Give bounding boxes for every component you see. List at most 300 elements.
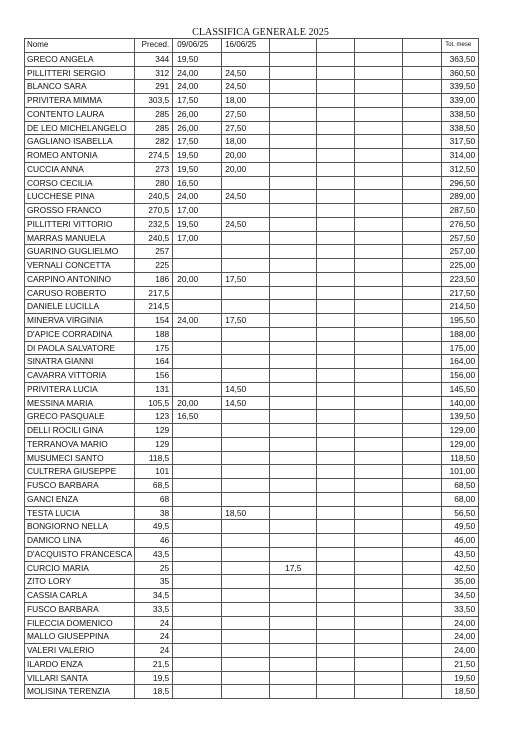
cell-date-2	[222, 245, 270, 259]
cell-date-2: 27,50	[222, 107, 270, 121]
cell-date-1	[173, 437, 222, 451]
cell-date-2	[222, 355, 270, 369]
cell-extra	[270, 80, 317, 94]
cell-empty	[317, 369, 355, 383]
cell-extra	[270, 616, 317, 630]
cell-empty	[317, 410, 355, 424]
cell-total: 49,50	[442, 520, 479, 534]
cell-empty	[403, 107, 442, 121]
table-row	[25, 286, 479, 300]
cell-date-2: 24,50	[222, 190, 270, 204]
cell-preced: 270,5	[135, 204, 173, 218]
cell-empty	[355, 66, 403, 80]
table-row	[25, 451, 479, 465]
cell-total: 129,00	[442, 437, 479, 451]
cell-total: 360,50	[442, 66, 479, 80]
cell-date-2: 18,00	[222, 135, 270, 149]
cell-extra	[270, 190, 317, 204]
table-row	[25, 272, 479, 286]
cell-preced: 118,5	[135, 451, 173, 465]
cell-total: 34,50	[442, 589, 479, 603]
header-empty	[403, 39, 442, 53]
cell-empty	[403, 657, 442, 671]
cell-empty	[355, 685, 403, 699]
cell-empty	[403, 465, 442, 479]
cell-name: PRIVITERA MIMMA	[25, 94, 135, 108]
cell-empty	[317, 121, 355, 135]
cell-total: 68,50	[442, 479, 479, 493]
cell-empty	[355, 272, 403, 286]
cell-extra	[270, 520, 317, 534]
cell-empty	[403, 94, 442, 108]
cell-date-1	[173, 492, 222, 506]
cell-extra	[270, 382, 317, 396]
cell-empty	[317, 437, 355, 451]
cell-name: MESSINA MARIA	[25, 396, 135, 410]
cell-preced: 175	[135, 341, 173, 355]
cell-date-1: 24,00	[173, 190, 222, 204]
cell-extra	[270, 437, 317, 451]
cell-name: GUARINO GUGLIELMO	[25, 245, 135, 259]
cell-date-1	[173, 465, 222, 479]
cell-empty	[355, 355, 403, 369]
cell-empty	[355, 176, 403, 190]
cell-empty	[355, 534, 403, 548]
cell-empty	[403, 492, 442, 506]
cell-preced: 285	[135, 121, 173, 135]
cell-extra	[270, 259, 317, 273]
cell-date-1	[173, 575, 222, 589]
cell-empty	[403, 327, 442, 341]
cell-total: 296,50	[442, 176, 479, 190]
cell-empty	[355, 630, 403, 644]
cell-total: 225,00	[442, 259, 479, 273]
table-row	[25, 300, 479, 314]
cell-empty	[355, 107, 403, 121]
table-row	[25, 685, 479, 699]
cell-extra	[270, 107, 317, 121]
cell-date-1: 17,50	[173, 94, 222, 108]
cell-name: FUSCO BARBARA	[25, 602, 135, 616]
cell-empty	[403, 630, 442, 644]
cell-date-1	[173, 355, 222, 369]
cell-date-2	[222, 327, 270, 341]
cell-empty	[403, 341, 442, 355]
cell-extra	[270, 630, 317, 644]
cell-empty	[403, 575, 442, 589]
table-row	[25, 245, 479, 259]
table-row	[25, 327, 479, 341]
cell-preced: 24	[135, 630, 173, 644]
cell-extra	[270, 410, 317, 424]
cell-date-2	[222, 534, 270, 548]
cell-date-1: 24,00	[173, 80, 222, 94]
cell-total: 33,50	[442, 602, 479, 616]
cell-preced: 240,5	[135, 190, 173, 204]
cell-empty	[403, 52, 442, 66]
cell-empty	[355, 616, 403, 630]
cell-date-1: 24,00	[173, 314, 222, 328]
cell-name: VERNALI CONCETTA	[25, 259, 135, 273]
cell-empty	[355, 575, 403, 589]
cell-empty	[355, 671, 403, 685]
cell-extra	[270, 685, 317, 699]
cell-empty	[317, 506, 355, 520]
table-row	[25, 492, 479, 506]
cell-empty	[317, 355, 355, 369]
cell-date-2: 27,50	[222, 121, 270, 135]
cell-name: D'APICE CORRADINA	[25, 327, 135, 341]
cell-preced: 25	[135, 561, 173, 575]
cell-empty	[403, 245, 442, 259]
table-row	[25, 80, 479, 94]
cell-date-2: 24,50	[222, 217, 270, 231]
cell-total: 338,50	[442, 107, 479, 121]
cell-empty	[317, 616, 355, 630]
table-row	[25, 616, 479, 630]
cell-empty	[317, 190, 355, 204]
cell-name: VILLARI SANTA	[25, 671, 135, 685]
cell-total: 24,00	[442, 616, 479, 630]
cell-name: FUSCO BARBARA	[25, 479, 135, 493]
cell-date-2	[222, 589, 270, 603]
table-row	[25, 314, 479, 328]
cell-date-1: 17,50	[173, 135, 222, 149]
cell-name: GAGLIANO ISABELLA	[25, 135, 135, 149]
cell-name: CARPINO ANTONINO	[25, 272, 135, 286]
cell-empty	[403, 547, 442, 561]
cell-empty	[403, 479, 442, 493]
cell-date-1	[173, 451, 222, 465]
cell-empty	[355, 162, 403, 176]
cell-empty	[317, 135, 355, 149]
cell-preced: 131	[135, 382, 173, 396]
cell-empty	[317, 685, 355, 699]
cell-name: CULTRERA GIUSEPPE	[25, 465, 135, 479]
cell-extra	[270, 341, 317, 355]
cell-date-1	[173, 369, 222, 383]
cell-preced: 35	[135, 575, 173, 589]
cell-empty	[403, 437, 442, 451]
cell-total: 188,00	[442, 327, 479, 341]
cell-extra	[270, 547, 317, 561]
cell-empty	[355, 561, 403, 575]
cell-extra	[270, 94, 317, 108]
cell-preced: 303,5	[135, 94, 173, 108]
cell-empty	[317, 644, 355, 658]
cell-empty	[317, 176, 355, 190]
cell-total: 195,50	[442, 314, 479, 328]
cell-extra	[270, 135, 317, 149]
cell-date-1	[173, 602, 222, 616]
cell-date-1	[173, 341, 222, 355]
cell-extra	[270, 121, 317, 135]
cell-total: 42,50	[442, 561, 479, 575]
cell-total: 24,00	[442, 644, 479, 658]
cell-date-1: 16,50	[173, 176, 222, 190]
cell-empty	[355, 300, 403, 314]
cell-date-2	[222, 630, 270, 644]
cell-date-2	[222, 561, 270, 575]
cell-name: BLANCO SARA	[25, 80, 135, 94]
cell-empty	[403, 135, 442, 149]
cell-extra	[270, 355, 317, 369]
cell-extra	[270, 231, 317, 245]
header-total: Tot. mese	[442, 39, 479, 53]
cell-preced: 257	[135, 245, 173, 259]
cell-date-1	[173, 616, 222, 630]
cell-preced: 18,5	[135, 685, 173, 699]
cell-empty	[317, 657, 355, 671]
cell-empty	[403, 176, 442, 190]
cell-preced: 38	[135, 506, 173, 520]
cell-total: 214,50	[442, 300, 479, 314]
cell-date-2	[222, 575, 270, 589]
cell-date-2	[222, 300, 270, 314]
cell-date-1	[173, 657, 222, 671]
table-row	[25, 534, 479, 548]
cell-preced: 19,5	[135, 671, 173, 685]
cell-empty	[317, 286, 355, 300]
table-row	[25, 396, 479, 410]
cell-extra	[270, 327, 317, 341]
cell-date-2	[222, 52, 270, 66]
cell-name: DELLI ROCILI GINA	[25, 424, 135, 438]
cell-preced: 225	[135, 259, 173, 273]
cell-date-1	[173, 506, 222, 520]
cell-date-2: 24,50	[222, 66, 270, 80]
cell-date-1	[173, 286, 222, 300]
cell-empty	[403, 671, 442, 685]
cell-date-1	[173, 259, 222, 273]
cell-preced: 24	[135, 644, 173, 658]
cell-total: 164,00	[442, 355, 479, 369]
cell-preced: 101	[135, 465, 173, 479]
cell-preced: 240,5	[135, 231, 173, 245]
cell-empty	[355, 506, 403, 520]
cell-date-2	[222, 520, 270, 534]
table-row	[25, 561, 479, 575]
table-row	[25, 135, 479, 149]
cell-total: 287,50	[442, 204, 479, 218]
cell-date-2: 20,00	[222, 162, 270, 176]
cell-name: GANCI ENZA	[25, 492, 135, 506]
cell-date-2	[222, 437, 270, 451]
cell-name: CAVARRA VITTORIA	[25, 369, 135, 383]
cell-name: SINATRA GIANNI	[25, 355, 135, 369]
cell-empty	[317, 245, 355, 259]
cell-empty	[355, 286, 403, 300]
cell-date-1	[173, 534, 222, 548]
cell-date-1	[173, 644, 222, 658]
cell-empty	[355, 465, 403, 479]
cell-empty	[355, 424, 403, 438]
cell-name: CURCIO MARIA	[25, 561, 135, 575]
cell-empty	[403, 369, 442, 383]
cell-empty	[403, 314, 442, 328]
cell-empty	[355, 520, 403, 534]
cell-empty	[355, 341, 403, 355]
cell-extra	[270, 217, 317, 231]
cell-date-1: 20,00	[173, 272, 222, 286]
cell-extra	[270, 657, 317, 671]
cell-extra	[270, 575, 317, 589]
header-name: Nome	[25, 39, 135, 53]
cell-empty	[355, 314, 403, 328]
table-row	[25, 410, 479, 424]
cell-total: 338,50	[442, 121, 479, 135]
cell-date-2	[222, 410, 270, 424]
cell-empty	[317, 204, 355, 218]
cell-extra	[270, 479, 317, 493]
table-row	[25, 437, 479, 451]
cell-date-2	[222, 204, 270, 218]
cell-empty	[355, 217, 403, 231]
cell-total: 145,50	[442, 382, 479, 396]
cell-empty	[317, 424, 355, 438]
cell-extra	[270, 286, 317, 300]
table-row	[25, 107, 479, 121]
cell-extra	[270, 272, 317, 286]
cell-empty	[403, 259, 442, 273]
cell-preced: 282	[135, 135, 173, 149]
header-empty	[270, 39, 317, 53]
cell-total: 56,50	[442, 506, 479, 520]
cell-date-2	[222, 231, 270, 245]
cell-date-2	[222, 657, 270, 671]
cell-empty	[403, 561, 442, 575]
cell-preced: 129	[135, 424, 173, 438]
cell-preced: 43,5	[135, 547, 173, 561]
cell-extra	[270, 465, 317, 479]
cell-extra	[270, 314, 317, 328]
cell-extra	[270, 492, 317, 506]
cell-empty	[317, 80, 355, 94]
cell-preced: 217,5	[135, 286, 173, 300]
cell-date-2: 20,00	[222, 149, 270, 163]
cell-empty	[317, 589, 355, 603]
cell-preced: 164	[135, 355, 173, 369]
cell-empty	[317, 671, 355, 685]
cell-preced: 214,5	[135, 300, 173, 314]
cell-empty	[403, 286, 442, 300]
table-row	[25, 602, 479, 616]
cell-date-2	[222, 286, 270, 300]
cell-extra	[270, 245, 317, 259]
cell-date-1: 19,50	[173, 162, 222, 176]
cell-empty	[355, 149, 403, 163]
cell-empty	[355, 94, 403, 108]
cell-empty	[317, 162, 355, 176]
cell-total: 19,50	[442, 671, 479, 685]
cell-name: VALERI VALERIO	[25, 644, 135, 658]
cell-extra	[270, 602, 317, 616]
cell-date-1	[173, 671, 222, 685]
cell-name: DAMICO LINA	[25, 534, 135, 548]
cell-preced: 105,5	[135, 396, 173, 410]
cell-empty	[355, 327, 403, 341]
table-row	[25, 382, 479, 396]
cell-empty	[403, 685, 442, 699]
cell-empty	[403, 644, 442, 658]
table-row	[25, 204, 479, 218]
cell-date-2: 14,50	[222, 382, 270, 396]
cell-empty	[317, 300, 355, 314]
cell-empty	[317, 492, 355, 506]
table-header-row	[25, 39, 479, 53]
cell-name: ZITO LORY	[25, 575, 135, 589]
cell-preced: 344	[135, 52, 173, 66]
cell-empty	[355, 602, 403, 616]
table-row	[25, 520, 479, 534]
table-row	[25, 176, 479, 190]
cell-extra	[270, 162, 317, 176]
cell-preced: 34,5	[135, 589, 173, 603]
header-empty	[317, 39, 355, 53]
cell-empty	[403, 66, 442, 80]
cell-date-1: 19,50	[173, 217, 222, 231]
cell-date-2	[222, 685, 270, 699]
cell-total: 223,50	[442, 272, 479, 286]
cell-extra	[270, 300, 317, 314]
cell-empty	[355, 492, 403, 506]
cell-preced: 232,5	[135, 217, 173, 231]
table-row	[25, 671, 479, 685]
table-row	[25, 94, 479, 108]
cell-date-2: 17,50	[222, 272, 270, 286]
cell-preced: 46	[135, 534, 173, 548]
cell-extra	[270, 204, 317, 218]
cell-name: MARRAS MANUELA	[25, 231, 135, 245]
cell-extra	[270, 534, 317, 548]
cell-preced: 68,5	[135, 479, 173, 493]
cell-extra	[270, 644, 317, 658]
cell-date-2	[222, 424, 270, 438]
cell-date-1: 19,50	[173, 52, 222, 66]
table-row	[25, 369, 479, 383]
cell-empty	[403, 355, 442, 369]
cell-extra	[270, 424, 317, 438]
cell-date-2: 24,50	[222, 80, 270, 94]
cell-total: 35,00	[442, 575, 479, 589]
cell-date-2	[222, 465, 270, 479]
cell-name: CUCCIA ANNA	[25, 162, 135, 176]
cell-total: 18,50	[442, 685, 479, 699]
cell-name: LUCCHESE PINA	[25, 190, 135, 204]
cell-date-1: 26,00	[173, 107, 222, 121]
cell-empty	[355, 657, 403, 671]
cell-empty	[317, 520, 355, 534]
cell-empty	[355, 231, 403, 245]
cell-total: 257,50	[442, 231, 479, 245]
cell-preced: 49,5	[135, 520, 173, 534]
cell-empty	[317, 602, 355, 616]
cell-date-2	[222, 451, 270, 465]
cell-preced: 154	[135, 314, 173, 328]
table-row	[25, 190, 479, 204]
cell-empty	[317, 341, 355, 355]
cell-empty	[403, 149, 442, 163]
cell-empty	[403, 410, 442, 424]
cell-total: 363,50	[442, 52, 479, 66]
cell-empty	[403, 300, 442, 314]
cell-date-1	[173, 300, 222, 314]
table-row	[25, 479, 479, 493]
table-row	[25, 217, 479, 231]
cell-date-1	[173, 630, 222, 644]
cell-total: 217,50	[442, 286, 479, 300]
cell-name: CORSO CECILIA	[25, 176, 135, 190]
